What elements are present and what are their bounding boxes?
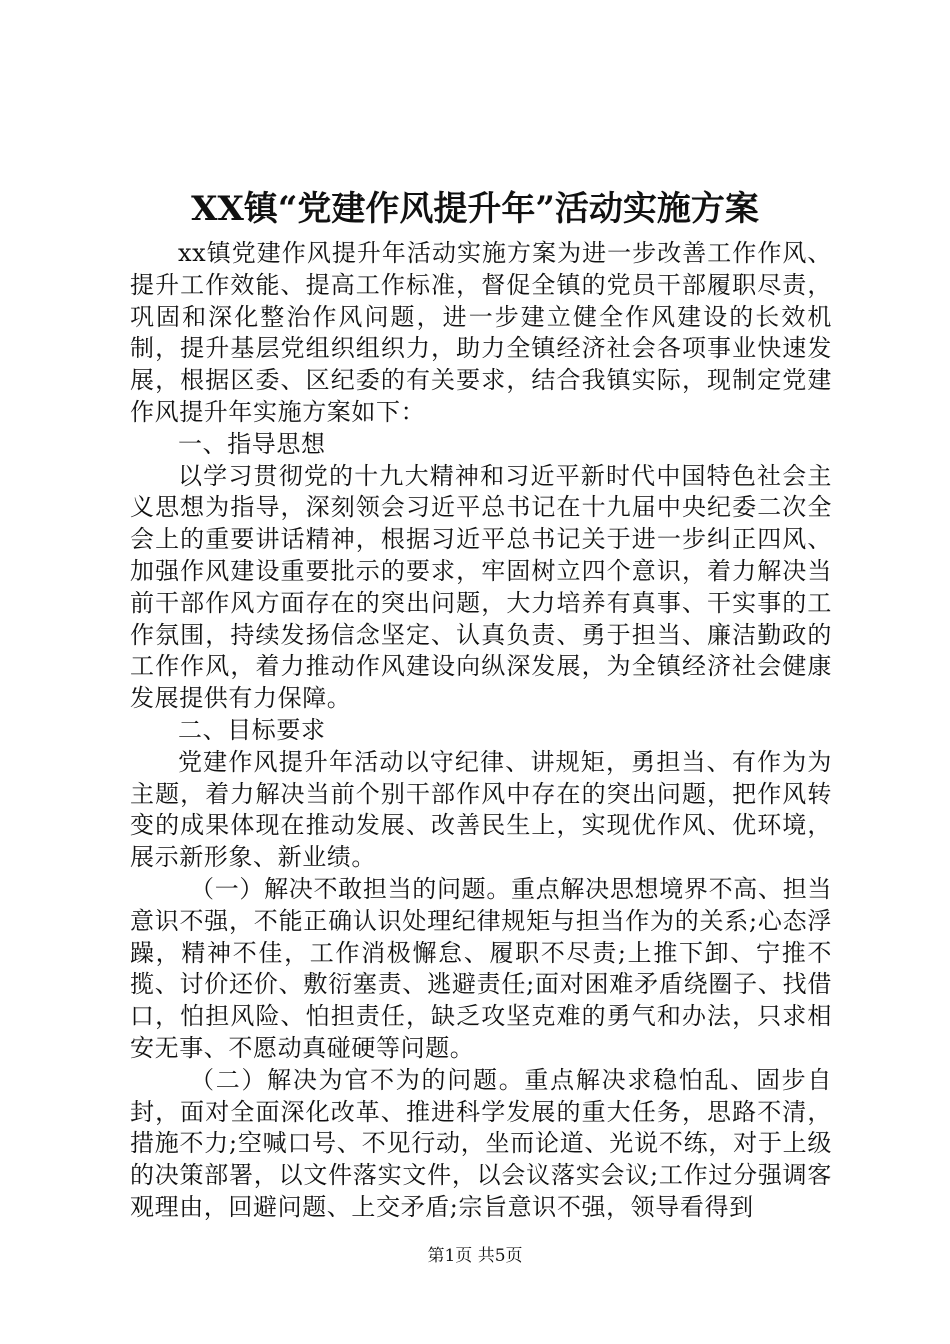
- section-heading-guiding-thought: 一、指导思想: [178, 429, 326, 458]
- section-heading-goals: 二、目标要求: [178, 715, 326, 744]
- subsection-2-paragraph: （二）解决为官不为的问题。重点解决求稳怕乱、固步自封，面对全面深化改革、推进科学发展的重大任务，思路不清，措施不力;空喊口号、不见行动，坐而论道、光说不练，对于上级的决策部署，以文件落实文件，以会议落实会议;工作过分强调客观理由，回避问题、上交矛盾;宗旨意识不强，领导看得到: [130, 1065, 832, 1221]
- subsection-1-paragraph: （一）解决不敢担当的问题。重点解决思想境界不高、担当意识不强，不能正确认识处理纪律规矩与担当作为的关系;心态浮躁，精神不佳，工作消极懈怠、履职不尽责;上推下卸、宁推不揽、讨价还价、敷衍塞责、逃避责任;面对困难矛盾绕圈子、找借口，怕担风险、怕担责任，缺乏攻坚克难的勇气和办法，只求相安无事、不愿动真碰硬等问题。: [130, 874, 832, 1062]
- goals-paragraph: 党建作风提升年活动以守纪律、讲规矩，勇担当、有作为为主题，着力解决当前个别干部作风中存在的突出问题，把作风转变的成果体现在推动发展、改善民生上，实现优作风、优环境，展示新形象、新业绩。: [130, 747, 832, 872]
- guiding-thought-paragraph: 以学习贯彻党的十九大精神和习近平新时代中国特色社会主义思想为指导，深刻领会习近平总书记在十九届中央纪委二次全会上的重要讲话精神，根据习近平总书记关于进一步纠正四风、加强作风建设重要批示的要求，牢固树立四个意识，着力解决当前干部作风方面存在的突出问题，大力培养有真事、干实事的工作氛围，持续发扬信念坚定、认真负责、勇于担当、廉洁勤政的工作作风，着力推动作风建设向纵深发展，为全镇经济社会健康发展提供有力保障。: [130, 461, 832, 713]
- page-footer: 第1页 共5页: [427, 1246, 523, 1266]
- document-body: [130, 238, 832, 1224]
- document-title: XX镇“党建作风提升年”活动实施方案: [191, 189, 759, 229]
- intro-paragraph: xx镇党建作风提升年活动实施方案为进一步改善工作作风、提升工作效能、提高工作标准，督促全镇的党员干部履职尽责，巩固和深化整治作风问题，进一步建立健全作风建设的长效机制，提升基层党组织组织力，助力全镇经济社会各项事业快速发展，根据区委、区纪委的有关要求，结合我镇实际，现制定党建作风提升年实施方案如下：: [130, 239, 832, 426]
